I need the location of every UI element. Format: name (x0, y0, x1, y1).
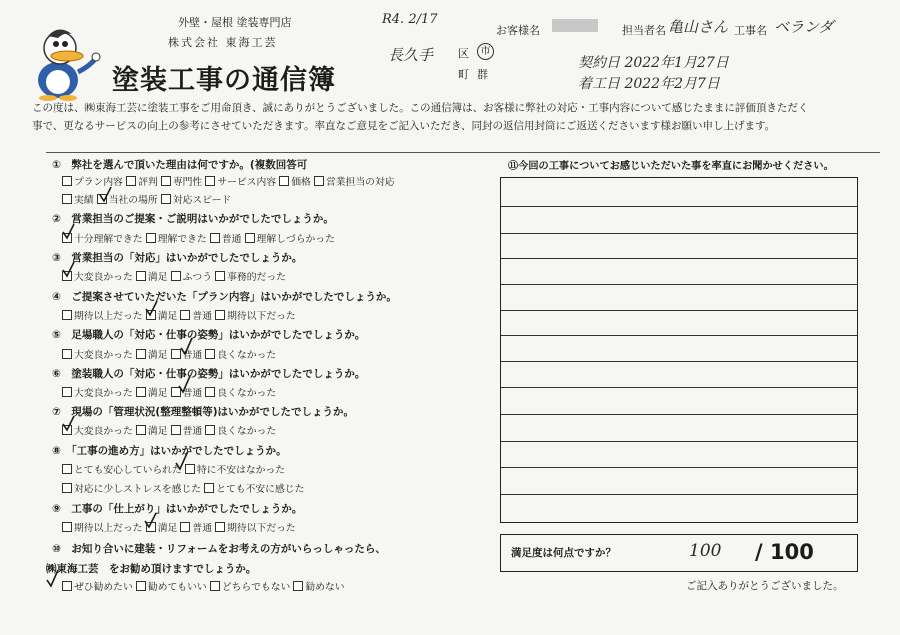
option-label: 大変良かった (74, 388, 133, 399)
intro-line-2: 事で、更なるサービスの向上の参考にさせていただきます。率直なご意見をご記入いただき、同封の返信用封筒にご返送くださいます様お願い申し上げます。 (32, 120, 776, 132)
q1-options-row2 (62, 192, 231, 206)
checkbox[interactable] (279, 176, 289, 186)
option-label: 良くなかった (217, 426, 277, 437)
checkbox[interactable] (161, 194, 171, 204)
q10-options (62, 579, 345, 593)
option-label: 理解できた (157, 234, 207, 245)
option-label: 満足 (147, 272, 168, 283)
checkbox-checked[interactable] (62, 271, 72, 281)
option-label: 対応スピード (172, 195, 232, 206)
option-label: 事務的だった (227, 272, 286, 283)
q2-options (62, 231, 335, 245)
checkbox[interactable] (205, 425, 215, 435)
satisfaction-score-box (500, 534, 858, 572)
option-label: 満足 (157, 523, 178, 534)
checkbox-checked[interactable] (146, 310, 156, 320)
option-label: 期待以上だった (74, 311, 143, 322)
q9-title: ⑨ 工事の「仕上がり」はいかがでしたでしょうか。 (52, 503, 303, 515)
q8-options-row2 (62, 481, 304, 495)
checkbox[interactable] (215, 522, 225, 532)
checkbox[interactable] (136, 349, 146, 359)
checkbox-checked[interactable] (171, 387, 181, 397)
checkbox[interactable] (136, 271, 146, 281)
option-label: どちらでもない (221, 582, 291, 593)
option-label: 営業担当の対応 (325, 177, 395, 188)
gun-label: 群 (477, 68, 488, 81)
ruled-line (501, 310, 857, 311)
option-label: 満足 (147, 388, 168, 399)
option-label: 大変良かった (74, 350, 133, 361)
option-label: 満足 (147, 426, 168, 437)
checkbox[interactable] (126, 176, 136, 186)
option-label: 普通 (192, 523, 213, 534)
option-label: 勧めてもいい (147, 582, 207, 593)
checkbox-checked[interactable] (146, 522, 156, 532)
score-max: / 100 (755, 540, 814, 564)
ruled-line (501, 387, 857, 388)
customer-name-redacted (552, 19, 598, 32)
q5-options (62, 347, 276, 361)
checkbox[interactable] (62, 194, 72, 204)
option-label: 専門性 (172, 177, 203, 188)
option-label: 十分理解できた (74, 234, 143, 245)
checkbox-checked[interactable] (171, 349, 181, 359)
company-tagline: 外壁・屋根 塗装専門店 (178, 16, 292, 29)
option-label: 満足 (157, 311, 178, 322)
staff-value: 亀山さん (668, 18, 729, 36)
option-label: とても不安に感じた (216, 484, 305, 495)
option-label: 満足 (147, 350, 168, 361)
checkbox[interactable] (314, 176, 324, 186)
q7-title: ⑦ 現場の「管理状況(整理整頓等)はいかがでしたでしょうか。 (52, 406, 354, 418)
checkbox[interactable] (205, 176, 215, 186)
checkbox[interactable] (62, 464, 72, 474)
checkbox-checked[interactable] (62, 425, 72, 435)
checkbox[interactable] (180, 310, 190, 320)
checkbox-checked[interactable] (185, 464, 195, 474)
ruled-line (501, 494, 857, 495)
checkbox[interactable] (204, 483, 214, 493)
option-label: ふつう (182, 272, 213, 283)
duck-mascot-logo (22, 22, 102, 102)
option-label: 理解しづらかった (256, 234, 335, 245)
score-label: 満足度は何点ですか？ (511, 547, 616, 559)
q9-options (62, 520, 296, 534)
checkbox[interactable] (62, 483, 72, 493)
q6-options (62, 385, 276, 399)
q10-subtitle: ㈱東海工芸 をお勧め頂けますでしょうか。 (46, 563, 257, 575)
checkbox-checked[interactable] (97, 194, 107, 204)
option-label: プラン内容 (74, 177, 123, 188)
project-value: ベランダ (774, 18, 834, 36)
option-label: とても安心していられた (74, 465, 182, 476)
checkbox[interactable] (136, 581, 146, 591)
option-label: 普通 (182, 388, 203, 399)
town-label: 町 (458, 68, 469, 81)
q8-options-row1 (62, 462, 285, 476)
project-label: 工事名 (734, 24, 767, 37)
option-label: 価格 (291, 177, 311, 188)
checkbox[interactable] (210, 581, 220, 591)
checkbox[interactable] (136, 425, 146, 435)
checkbox[interactable] (62, 176, 72, 186)
ruled-line (501, 233, 857, 234)
option-label: 良くなかった (217, 350, 277, 361)
checkbox[interactable] (205, 349, 215, 359)
checkbox[interactable] (171, 271, 181, 281)
option-label: 当社の場所 (108, 195, 158, 206)
comment-lines-area[interactable] (500, 177, 858, 523)
intro-text (32, 99, 882, 135)
q8-title: ⑧ 「工事の進め方」はいかがでしたでしょうか。 (52, 445, 287, 457)
option-label: 大変良かった (74, 272, 133, 283)
q7-options (62, 423, 276, 437)
form-title: 塗装工事の通信簿 (112, 65, 336, 96)
checkbox[interactable] (62, 387, 72, 397)
checkbox[interactable] (210, 233, 220, 243)
intro-line-1: この度は、㈱東海工芸に塗装工事をご用命頂き、誠にありがとうございました。この通信簿は、お客様に弊社の対応・工事内容について感じたままに評価頂きただく (32, 102, 809, 114)
q5-title: ⑤ 足場職人の「対応・仕事の姿勢」はいかがでしたでしょうか。 (52, 329, 366, 341)
ruled-line (501, 284, 857, 285)
ruled-line (501, 467, 857, 468)
thanks-message: ご記入ありがとうございました。 (686, 580, 844, 592)
ruled-line (501, 206, 857, 207)
option-label: 実績 (74, 195, 94, 206)
q10-title: ⑩ お知り合いに建装・リフォームをお考えの方がいらっしゃったら、 (52, 543, 386, 555)
option-label: 期待以下だった (227, 311, 296, 322)
q1-title: ① 弊社を選んで頂いた理由は何ですか。(複数回答可 (52, 159, 308, 171)
q4-title: ④ ご提案させていただいた「プラン内容」はいかがでしたでしょうか。 (52, 291, 397, 303)
option-label: 普通 (192, 311, 213, 322)
q4-options (62, 308, 296, 322)
ruled-line (501, 258, 857, 259)
checkbox[interactable] (245, 233, 255, 243)
checkbox[interactable] (171, 425, 181, 435)
option-label: 普通 (182, 350, 203, 361)
section-divider (46, 152, 880, 153)
option-label: 普通 (221, 234, 242, 245)
start-date: 着工日 2022年2月7日 (578, 76, 720, 92)
checkbox[interactable] (293, 581, 303, 591)
option-label: 期待以下だった (227, 523, 296, 534)
q6-title: ⑥ 塗装職人の「対応・仕事の姿勢」はいかがでしたでしょうか。 (52, 368, 366, 380)
contract-date: 契約日 2022年1月27日 (578, 55, 729, 71)
district-handwritten: 長久手 (388, 46, 434, 64)
option-label: 対応に少しストレスを感じた (74, 484, 202, 495)
ruled-line (501, 335, 857, 336)
comment-title: ⑪今回の工事についてお感じいただいた事を率直にお聞かせください。 (508, 161, 834, 172)
customer-label: お客様名 (496, 24, 540, 37)
checkbox[interactable] (161, 176, 171, 186)
option-label: 特に不安はなかった (196, 465, 286, 476)
q3-title: ③ 営業担当の「対応」はいかがでしたでしょうか。 (52, 252, 303, 264)
ward-label: 区 (458, 47, 469, 60)
checkbox-checked[interactable] (62, 233, 72, 243)
checkbox[interactable] (62, 349, 72, 359)
q3-options (62, 269, 286, 283)
checkbox[interactable] (215, 271, 225, 281)
ruled-line (501, 361, 857, 362)
option-label: 良くなかった (217, 388, 277, 399)
checkbox[interactable] (146, 233, 156, 243)
city-circled-label: 市 (477, 43, 494, 60)
checkbox[interactable] (136, 387, 146, 397)
checkbox[interactable] (62, 310, 72, 320)
company-name: 株式会社 東海工芸 (168, 36, 278, 49)
checkbox[interactable] (215, 310, 225, 320)
checkbox[interactable] (205, 387, 215, 397)
score-value[interactable]: 100 (689, 541, 722, 561)
staff-label: 担当者名 (622, 24, 666, 37)
checkbox[interactable] (180, 522, 190, 532)
ruled-line (501, 441, 857, 442)
q1-options-row1 (62, 174, 395, 188)
option-label: 大変良かった (74, 426, 133, 437)
ruled-line (501, 414, 857, 415)
option-label: 評判 (138, 177, 158, 188)
date-note: R4. 2/17 (382, 12, 438, 27)
option-label: 期待以上だった (74, 523, 143, 534)
checkbox[interactable] (62, 522, 72, 532)
option-label: 普通 (182, 426, 203, 437)
q2-title: ② 営業担当のご提案・ご説明はいかがでしたでしょうか。 (52, 213, 334, 225)
option-label: 勧めない (305, 582, 345, 593)
option-label: サービス内容 (217, 177, 277, 188)
option-label: ぜひ勧めたい (74, 582, 133, 593)
checkbox-checked[interactable] (62, 581, 72, 591)
